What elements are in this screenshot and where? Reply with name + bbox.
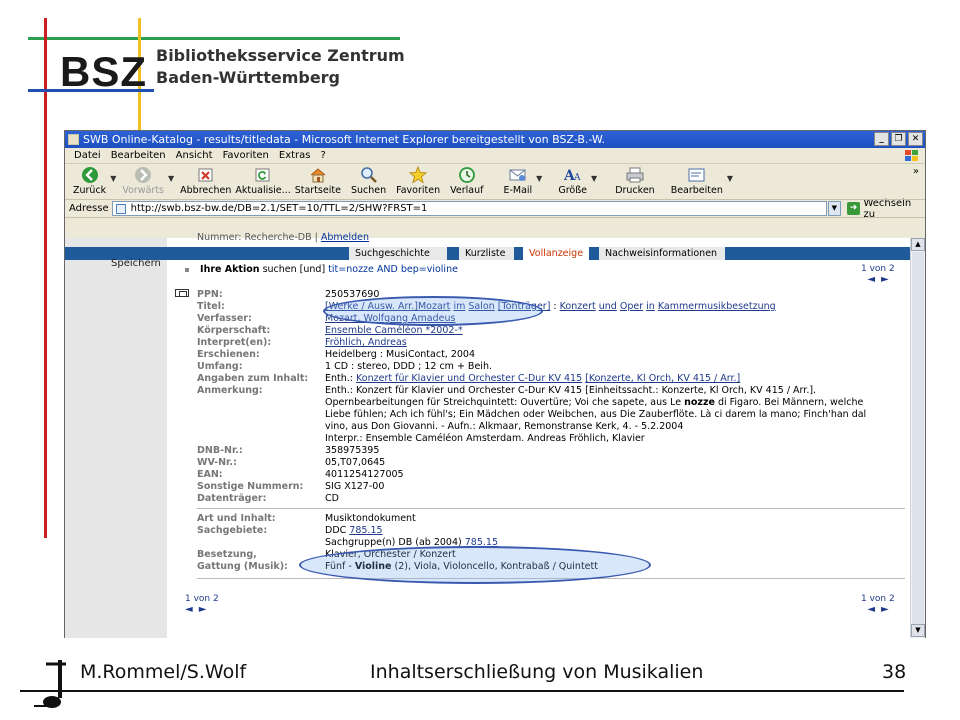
- svg-text:A: A: [573, 173, 581, 183]
- close-button[interactable]: ✕: [908, 132, 923, 146]
- pager-top: 1 von 2 ◄►: [861, 264, 895, 285]
- search-action-line: Ihre Aktion suchen [und] tit=nozze AND bep=violine: [185, 264, 458, 275]
- pager-bottom-right-arrows[interactable]: ◄►: [867, 604, 895, 615]
- edit-dropdown-icon[interactable]: ▼: [726, 174, 734, 183]
- print-icon: [625, 167, 645, 183]
- search-query: tit=nozze AND bep=violine: [328, 264, 458, 275]
- forward-button[interactable]: Vorwärts: [122, 164, 164, 196]
- bsz-logo: BSZ: [60, 48, 147, 95]
- search-icon: [360, 166, 378, 184]
- pager-bottom-right: 1 von 2 ◄►: [861, 594, 895, 615]
- page-icon: [116, 204, 126, 214]
- ddc-link[interactable]: 785.15: [349, 525, 383, 536]
- menu-help[interactable]: ?: [320, 150, 326, 161]
- edit-button[interactable]: Bearbeiten: [671, 164, 723, 196]
- bottom-divider: [197, 578, 905, 579]
- tab-suchgeschichte[interactable]: Suchgeschichte: [349, 247, 447, 260]
- menu-ansicht[interactable]: Ansicht: [175, 150, 213, 161]
- number-line: Nummer: Recherche-DB | Abmelden: [197, 232, 370, 243]
- footer-author: M.Rommel/S.Wolf: [80, 661, 247, 683]
- menu-bar: [65, 148, 925, 164]
- back-arrow-icon: [81, 166, 99, 184]
- tab-vollanzeige[interactable]: Vollanzeige: [523, 247, 589, 260]
- title-link-tontraeger[interactable]: [Tonträger]: [497, 301, 551, 312]
- corporate-body-link[interactable]: Ensemble Caméléon *2002-*: [325, 325, 463, 336]
- tab-kurzliste[interactable]: Kurzliste: [459, 247, 514, 260]
- page-content: Speichern Nummer: Recherche-DB | Abmelden Suchgeschichte Kurzliste Vollanzeige Nachweisinformationen Ihre Aktion suchen [und] tit=nozze AND bep=violine 1 von 2 ◄► PPN: 250537690 Titel: [Werke / Ausw. Arr.]Mozart im Salon [Tonträger] : Konzert und Oper in Kammermusikbesetzung Verfasser: Mozart, Wolfgang Amadeus Körperschaft: Ensemble Caméléon *2002-* Interpret(en): Fröhlich, Andreas Erschienen: Heidelberg : MusiContact, 2004 Umfang: 1 CD : stereo, DDD ; 12 cm + Beih. Angaben zum Inhalt: Enth.: Konzert für Klavier und Orchester C-Dur KV 415 [Konzerte, Kl Orch, KV 415 / Arr.] Anmerkung: Enth.: Konzert für Klavier und Orchester C-Dur KV 415 [Einheitssacht.: Konzerte, Kl Orch, KV 415 / Arr.]. Opernbearbeitungen für Streichquintett: Ouvertüre; Voi che sapete, aus Le nozze di Figaro. Bei Männern, welche Liebe fühlen; Ach ich fühl's; Ein Mädchen oder Weibchen, aus Die Zauberflöte. Là ci darem la mano; Finch'han dal vino, aus Don Giovanni. - Aufn.: Alkmaar, Remonstranse Kerk, 4. - 5.2.2004 Interpr.: Ensemble Caméléon Amsterdam. Andreas Fröhlich, Klavier DNB-Nr.: 358975395 WV-Nr.: 05,T07,0645 EAN: 4011254127005 Sonstige Nummern: SIG X127-00 Datenträger: CD Art und Inhalt: Musiktondokument Sachgebiete: DDC 785.15 Sachgruppe(n) DB (ab 2004) 785.15 Besetzung, Gattung (Musik): Klavier, Orchester / Konzert Fünf - Violine (2), Viola, Violoncello, Kontrabaß / Quintett 1 von 2 ◄► 1 von 2 ◄►: [65, 238, 911, 638]
- standard-toolbar: [65, 164, 925, 200]
- menu-extras[interactable]: Extras: [278, 150, 311, 161]
- pager-bottom-left: 1 von 2 ◄►: [185, 594, 219, 615]
- title-link-kammermusik[interactable]: Kammermusikbesetzung: [657, 301, 776, 312]
- music-note-logo-icon: [30, 658, 80, 714]
- font-size-icon: [563, 167, 583, 183]
- scroll-thumb[interactable]: [912, 252, 924, 624]
- address-dropdown-icon[interactable]: ▼: [828, 201, 841, 216]
- scroll-down-icon[interactable]: ▼: [911, 624, 925, 637]
- stop-icon: [198, 167, 214, 183]
- tab-nachweisinformationen[interactable]: Nachweisinformationen: [599, 247, 725, 260]
- windows-flag-icon: [903, 149, 921, 162]
- record-format-icon: [175, 289, 189, 297]
- forward-arrow-icon: [134, 166, 152, 184]
- back-button[interactable]: Zurück: [73, 164, 106, 196]
- save-link[interactable]: Speichern: [111, 258, 161, 269]
- footer-page-number: 38: [882, 661, 907, 683]
- minimize-button[interactable]: _: [874, 132, 889, 146]
- stop-button[interactable]: Abbrechen: [180, 164, 231, 196]
- history-button[interactable]: Verlauf: [450, 164, 483, 196]
- window-controls: [874, 132, 923, 146]
- search-button[interactable]: Suchen: [351, 164, 386, 196]
- author-link[interactable]: Mozart, Wolfgang Amadeus: [325, 313, 456, 324]
- favorites-star-icon: [409, 166, 427, 184]
- content-uniform-title-link[interactable]: [Konzerte, Kl Orch, KV 415 / Arr.]: [585, 373, 741, 384]
- go-button[interactable]: ➜ Wechseln zu: [847, 198, 925, 220]
- font-size-button[interactable]: A A Größe: [558, 168, 588, 196]
- window-titlebar: [65, 131, 925, 148]
- logo-green-line: [28, 37, 400, 40]
- window-title: SWB Online-Katalog - results/titledata - Microsoft Internet Explorer bereitgestellt von BSZ-B.-W.: [83, 133, 606, 146]
- pager-arrows[interactable]: ◄►: [867, 274, 895, 285]
- title-link-oper[interactable]: Oper: [619, 301, 644, 312]
- title-link-salon[interactable]: Salon: [468, 301, 495, 312]
- sachgruppe-link[interactable]: 785.15: [464, 537, 499, 548]
- footer-title: Inhaltserschließung von Musikalien: [370, 661, 704, 683]
- address-input[interactable]: http://swb.bsz-bw.de/DB=2.1/SET=10/TTL=2/SHW?FRST=1: [112, 201, 827, 216]
- address-label: Adresse: [69, 203, 109, 214]
- menu-datei[interactable]: Datei: [74, 150, 101, 161]
- tab-strip: [167, 247, 911, 260]
- size-dropdown-icon[interactable]: ▼: [591, 174, 598, 183]
- left-column: [65, 238, 167, 638]
- pager-bottom-left-arrows[interactable]: ◄►: [185, 604, 213, 615]
- footer-rule: [20, 690, 904, 692]
- refresh-button[interactable]: Aktualisie...: [235, 164, 290, 196]
- favorites-button[interactable]: Favoriten: [396, 164, 440, 196]
- address-bar: [65, 197, 925, 220]
- history-icon: [458, 166, 476, 184]
- scroll-up-icon[interactable]: ▲: [911, 238, 925, 251]
- edit-icon: [687, 167, 707, 183]
- title-link-werke[interactable]: [Werke / Ausw. Arr.]: [325, 301, 418, 312]
- title-link-im[interactable]: im: [453, 301, 466, 312]
- title-link-konzert[interactable]: Konzert: [559, 301, 596, 312]
- maximize-button[interactable]: ❐: [891, 132, 906, 146]
- slide-footer: [0, 658, 960, 688]
- menu-bearbeiten[interactable]: Bearbeiten: [110, 150, 166, 161]
- vertical-scrollbar[interactable]: [910, 238, 925, 638]
- logout-link[interactable]: Abmelden: [320, 232, 370, 243]
- home-button[interactable]: Startseite: [295, 164, 341, 196]
- mail-button[interactable]: E-Mail: [503, 164, 532, 196]
- print-button[interactable]: Drucken: [615, 164, 655, 196]
- title-link-mozart[interactable]: Mozart: [417, 301, 451, 312]
- browser-window: [64, 130, 926, 638]
- refresh-icon: [255, 167, 271, 183]
- section-divider: [197, 508, 905, 509]
- logo-red-line: [44, 18, 47, 538]
- title-link-und[interactable]: und: [598, 301, 617, 312]
- mail-dropdown-icon[interactable]: ▼: [536, 174, 543, 183]
- ie-page-icon: [68, 134, 79, 145]
- mail-icon: [508, 167, 528, 183]
- home-icon: [309, 167, 327, 183]
- action-bullet: [185, 268, 189, 272]
- organisation-name: Bibliotheksservice Zentrum Baden-Württemberg: [156, 46, 405, 87]
- back-dropdown-icon[interactable]: ▼: [110, 174, 117, 183]
- go-arrow-icon: ➜: [847, 202, 861, 215]
- menu-favoriten[interactable]: Favoriten: [222, 150, 269, 161]
- performer-link[interactable]: Fröhlich, Andreas: [325, 337, 407, 348]
- toolbar-overflow-icon[interactable]: »: [912, 166, 919, 177]
- content-link[interactable]: Konzert für Klavier und Orchester C-Dur KV 415: [356, 373, 583, 384]
- forward-dropdown-icon[interactable]: ▼: [168, 174, 175, 183]
- title-link-in[interactable]: in: [646, 301, 655, 312]
- svg-text:A: A: [563, 168, 575, 184]
